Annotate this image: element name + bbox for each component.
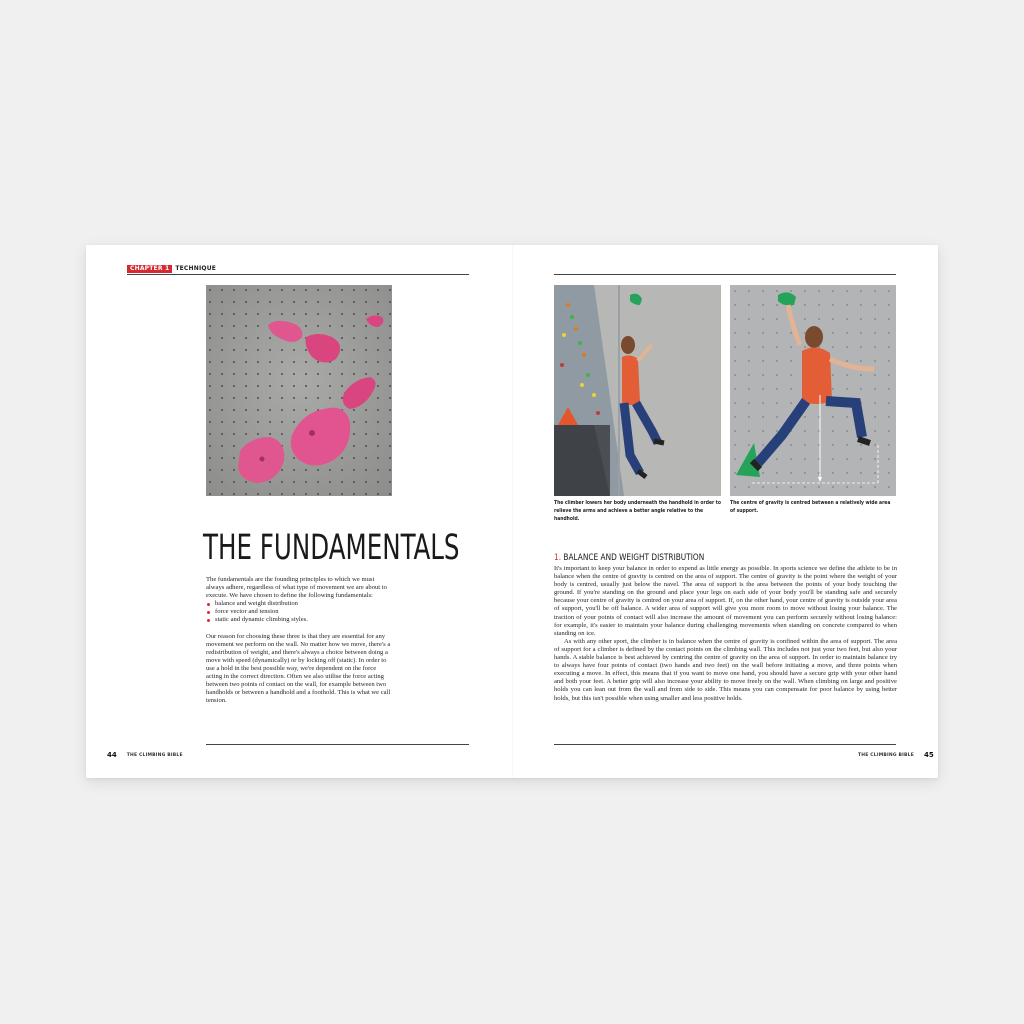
page-title: THE FUNDAMENTALS bbox=[203, 528, 460, 568]
photo-caption-left: The climber lowers her body underneath the handhold in order to relieve the arms and achieve a better angle relative to the handhold. bbox=[554, 500, 722, 522]
intro-paragraph: The fundamentals are the founding principles to which we must always adhere, regardless of what type of movement we are about to execute. We have chosen to define the following fundamentals: bbox=[206, 576, 387, 600]
book-spread bbox=[86, 245, 938, 778]
section-label: TECHNIQUE bbox=[175, 265, 217, 272]
left-footer bbox=[107, 750, 183, 760]
page-number-left: 44 bbox=[107, 751, 117, 759]
page-number-right: 45 bbox=[924, 751, 934, 759]
photo-caption-right: The centre of gravity is centred between a relatively wide area of support. bbox=[730, 500, 891, 514]
fundamentals-list bbox=[206, 600, 393, 624]
body-paragraph-2: As with any other sport, the climber is in balance when the centre of gravity is confined within the area of support. The area of support for a climber is defined by the contact points on the climbing wall. This includes not just your two feet, but also your hands. A stable balance is best achieved by centring the centre of gravity on the area of support. In order to maintain balance try to always have four points of contact (two hands and two feet) on the wall before initiating a move, and three points when executing a move. In effect, this means that if you want to move one hand, you should have a secure grip with your other hand and both your feet. A better grip will also increase your ability to move freely on the wall. When climbing on large and positive holds you can lean out from the wall and from side to side. This means you can compensate for poor balance by using better holds, but this isn't possible when using smaller and less positive holds. bbox=[554, 637, 897, 702]
climber-photo-right bbox=[730, 285, 896, 496]
list-item: static and dynamic climbing styles. bbox=[215, 616, 393, 624]
right-footer bbox=[858, 750, 934, 760]
section-heading bbox=[554, 552, 800, 564]
left-header-rule bbox=[127, 274, 469, 275]
section-title: BALANCE AND WEIGHT DISTRIBUTION bbox=[563, 553, 705, 563]
book-title-left: THE CLIMBING BIBLE bbox=[126, 752, 183, 758]
climbing-holds-photo bbox=[206, 285, 392, 496]
book-gutter bbox=[512, 245, 513, 778]
list-item: balance and weight distribution bbox=[215, 600, 393, 608]
left-body bbox=[206, 576, 393, 705]
body-paragraph-1: It's important to keep your balance in order to expend as little energy as possible. In sports science we define the athlete to be in balance when the centre of gravity is centred on the area of support. The centre of gravity is the point where the weight of your body is centred, usually just below the navel. The area of support is the area between the points of your body touching the ground. If you're standing on the ground and place your legs on each side of your body you'll be standing safe and securely because your centre of gravity is centred on your area of support. If, on the other hand, your centre of gravity is outside your area of support, you'll be off balance. A wider area of support will give you more room to move without losing your balance. The traction of your points of contact will also increase the amount of movement you can perform securely without losing balance: for example, it's easier to maintain your balance during challenging movements when standing on concrete compared to when standing on ice. bbox=[554, 565, 897, 637]
book-title-right: THE CLIMBING BIBLE bbox=[858, 752, 915, 758]
list-item: force vector and tension bbox=[215, 608, 393, 616]
climber-photo-left bbox=[554, 285, 721, 496]
chapter-tag bbox=[127, 264, 216, 274]
section-number: 1. bbox=[554, 553, 562, 563]
left-footer-rule bbox=[206, 744, 469, 745]
right-body bbox=[554, 565, 897, 703]
right-footer-rule bbox=[554, 744, 896, 745]
chapter-label: CHAPTER 1 bbox=[127, 265, 172, 273]
right-header-rule bbox=[554, 274, 896, 275]
reason-paragraph: Our reason for choosing these three is that they are essential for any movement we perform on the wall. No matter how we move, there's a redistribution of weight, and there's always a choice between doing a move with speed (dynamically) or by locking off (static). In order to use a hold in the best possible way, we're dependent on the force acting in the correct direction. Often we also utilise the force acting between two points of contact on the wall, for example between two handholds or between a handhold and a foothold. This is what we call tension. bbox=[206, 632, 391, 705]
